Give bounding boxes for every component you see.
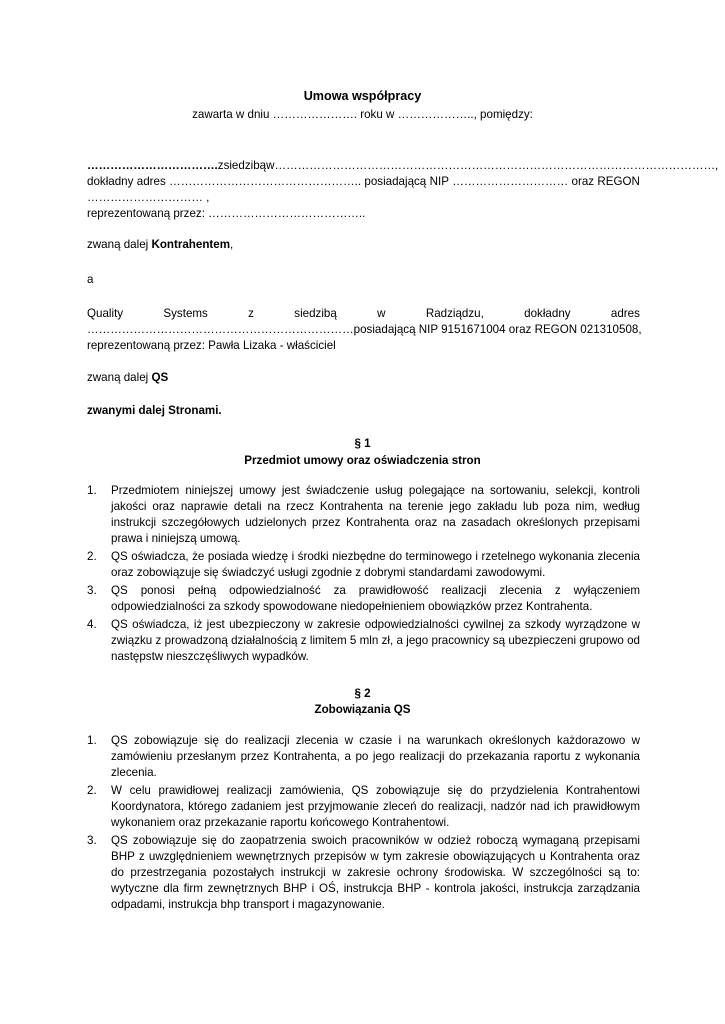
section1-sign: § 1 xyxy=(354,437,371,450)
party1-representative: reprezentowaną przez: ………………………………….. xyxy=(87,207,366,220)
section1-item xyxy=(87,583,640,615)
section1-item-number: 1. xyxy=(87,484,97,497)
section2-item-number: 2. xyxy=(87,784,97,797)
document-subtitle: zawarta w dniu …………………. roku w ……………….., pomiędzy: xyxy=(192,108,533,121)
section2-item-text: QS zobowiązuje się do zaopatrzenia swoich pracowników w odzież roboczą wymaganą przepisami BHP z uwzględnieniem wewnętrznych przepisów w tym zakresie obowiązujących u Kontrahenta oraz do przestrzegania pozostałych instrukcji w zakresie ochrony środowiska. W szczególności są to: wytyczne dla firm zewnętrznych BHP i OŚ, instrukcja BHP - kontrola jakości, instrukcja zarządzania odpadami, instrukcja bhp transport i magazynowanie. xyxy=(111,834,640,911)
and-text: a xyxy=(87,273,94,286)
party1-block xyxy=(87,158,719,222)
section2-heading: Zobowiązania QS xyxy=(314,703,411,716)
section1-heading: Przedmiot umowy oraz oświadczenia stron xyxy=(244,454,481,467)
party2-line1: Quality Systems z siedzibą w Radziądzu, dokładny adres xyxy=(87,307,640,320)
section1-item-number: 2. xyxy=(87,550,97,563)
party1-line2: dokładny adres ………………………………………….. posiadającą NIP ………………………… oraz REGON xyxy=(87,175,640,188)
party1-line1: ……………………………. z siedzibą w ……………………………………………………………………………………………………, xyxy=(87,159,719,172)
section1-item xyxy=(87,549,640,581)
party2-called: zwaną dalej QS xyxy=(87,371,169,384)
section1-item-text: QS ponosi pełną odpowiedzialność za prawidłowość realizacji zlecenia z wyłączeniem odpowiedzialności za szkody spowodowane niedopełnieniem obowiązków przez Kontrahenta. xyxy=(111,584,640,613)
section2-item xyxy=(87,733,640,781)
section2-item-text: W celu prawidłowej realizacji zamówienia, QS zobowiązuje się do przydzielenia Kontrahentowi Koordynatora, którego zadaniem jest przyjmowanie zleceń do realizacji, nadzór nad ich prawidłowym wykonaniem oraz przekazanie raportu końcowego Kontrahentowi. xyxy=(111,784,640,829)
document-title: Umowa współpracy xyxy=(303,89,422,103)
section1-item-text: QS oświadcza, iż jest ubezpieczony w zakresie odpowiedzialności cywilnej za szkody wyrządzone w związku z prowadzoną działalnością z limitem 5 mln zł, a jego pracownicy są ubezpieczeni grupowo od następstw nieszczęśliwych wypadków. xyxy=(111,618,640,663)
section2-item-number: 3. xyxy=(87,834,97,847)
party2-representative: reprezentowaną przez: Pawła Lizaka - właściciel xyxy=(87,339,336,352)
section1-item-text: Przedmiotem niniejszej umowy jest świadczenie usług polegające na sortowaniu, selekcji, kontroli jakości oraz naprawie detali na rzecz Kontrahenta na terenie jego zakładu lub poza nim, według instrukcji szczegółowych udzielonych przez Kontrahenta oraz na zasadach określonych przepisami prawa i niniejszą umową. xyxy=(111,484,640,545)
section2-item-text: QS zobowiązuje się do realizacji zlecenia w czasie i na warunkach określonych każdorazowo w zamówieniu przesłanym przez Kontrahenta, a po jego realizacji do przekazania raportu z wykonania zlecenia. xyxy=(111,734,640,779)
section1-item-text: QS oświadcza, że posiada wiedzę i środki niezbędne do terminowego i rzetelnego wykonania zlecenia oraz zobowiązuje się świadczyć usługi zgodnie z dobrymi standardami zawodowymi. xyxy=(111,550,640,579)
section1-list xyxy=(87,483,640,667)
party2-line2: ……………………………………………………………posiadającą NIP 9151671004 oraz REGON 021310508, xyxy=(87,323,642,336)
party1-called: zwaną dalej Kontrahentem, xyxy=(87,238,234,251)
section2-list xyxy=(87,733,640,915)
section2-item xyxy=(87,833,640,913)
section1-item xyxy=(87,617,640,665)
party2-block xyxy=(87,306,640,354)
section1-item-number: 3. xyxy=(87,584,97,597)
parties-called: zwanymi dalej Stronami. xyxy=(87,404,222,417)
section2-sign: § 2 xyxy=(354,687,371,700)
section2-item xyxy=(87,783,640,831)
section1-item-number: 4. xyxy=(87,618,97,631)
section1-item xyxy=(87,483,640,547)
section2-item-number: 1. xyxy=(87,734,97,747)
party1-line3: ………………………… , xyxy=(87,191,210,204)
